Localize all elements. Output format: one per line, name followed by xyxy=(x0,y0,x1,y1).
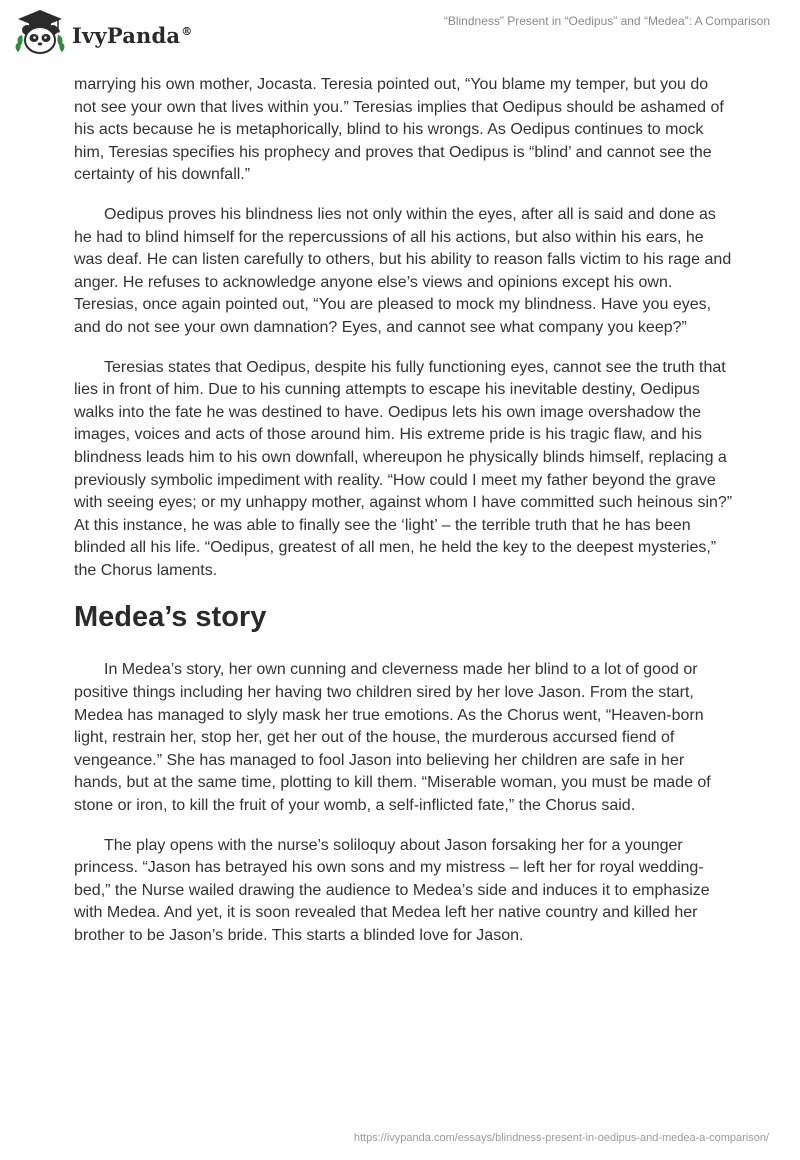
page-header xyxy=(0,0,800,70)
document-title: “Blindness” Present in “Oedipus” and “Medea”: A Comparison xyxy=(443,14,770,28)
paragraph-4: In Medea’s story, her own cunning and cleverness made her blind to a lot of good or positive things including her having two children sired by her love Jason. From the start, Medea has managed to slyly mask her true emotions. As the Chorus went, “Heaven-born light, restrain her, stop her, get her out of the house, the murderous accursed fiend of vengeance.” She has managed to fool Jason into believing her children are safe in her hands, but at the same time, plotting to kill them. “Miserable woman, you must be made of stone or iron, to kill the fruit of your womb, a self-inflicted fate,” the Chorus said. xyxy=(74,661,711,815)
paragraph-5: The play opens with the nurse’s soliloquy about Jason forsaking her for a younger princess. “Jason has betrayed his own sons and my mistress – left her for royal wedding-bed,” the Nurse wailed drawing the audience to Medea’s side and induces it to emphasize with Medea. And yet, it is soon revealed that Medea left her native country and killed her brother to be Jason’s bride. This starts a blinded love for Jason. xyxy=(74,836,710,944)
source-url[interactable]: https://ivypanda.com/essays/blindness-present-in-oedipus-and-medea-a-comparison/ xyxy=(353,1132,769,1144)
brand-name xyxy=(72,23,192,48)
section-heading-medea: Medea’s story xyxy=(74,601,267,634)
paragraph-2: Oedipus proves his blindness lies not only within the eyes, after all is said and done as he had to blind himself for the repercussions of all his actions, but also within his ears, he was deaf. He can listen carefully to others, but his ability to reason falls victim to his rage and anger. He refuses to acknowledge anyone else’s views and opinions except his own. Teresias, once again pointed out, “You are pleased to mock my blindness. Have you eyes, and do not see your own damnation? Eyes, and cannot see what company you keep?” xyxy=(74,205,732,336)
brand-logo[interactable] xyxy=(14,8,192,60)
registered-mark: ® xyxy=(181,24,193,38)
panda-graduate-icon xyxy=(14,8,66,60)
essay-content xyxy=(74,74,734,965)
paragraph-1: marrying his own mother, Jocasta. Teresia pointed out, “You blame my temper, but you do not see your own that lives within you.” Teresias implies that Oedipus should be ashamed of his acts because he is metaphorically, blind to his wrongs. As Oedipus continues to mock him, Teresias specifies his prophecy and proves that Oedipus is “blind’ and cannot see the certainty of his downfall.” xyxy=(74,76,724,184)
brand-name-text: IvyPanda xyxy=(72,22,181,48)
paragraph-3: Teresias states that Oedipus, despite his fully functioning eyes, cannot see the truth that lies in front of him. Due to his cunning attempts to escape his inevitable destiny, Oedipus walks into the fate he was destined to have. Oedipus lets his own image overshadow the images, voices and acts of those around him. His extreme pride is his tragic flaw, and his blindness leads him to his own downfall, whereupon he physically blinds himself, replacing a previously symbolic impediment with reality. “How could I meet my father beyond the grave with seeing eyes; or my unhappy mother, against whom I have committed such heinous sin?” At this instance, he was able to finally see the ‘light’ – the terrible truth that he has been blinded all his life. “Oedipus, greatest of all men, he held the key to the deepest mysteries,” the Chorus laments. xyxy=(74,358,733,579)
